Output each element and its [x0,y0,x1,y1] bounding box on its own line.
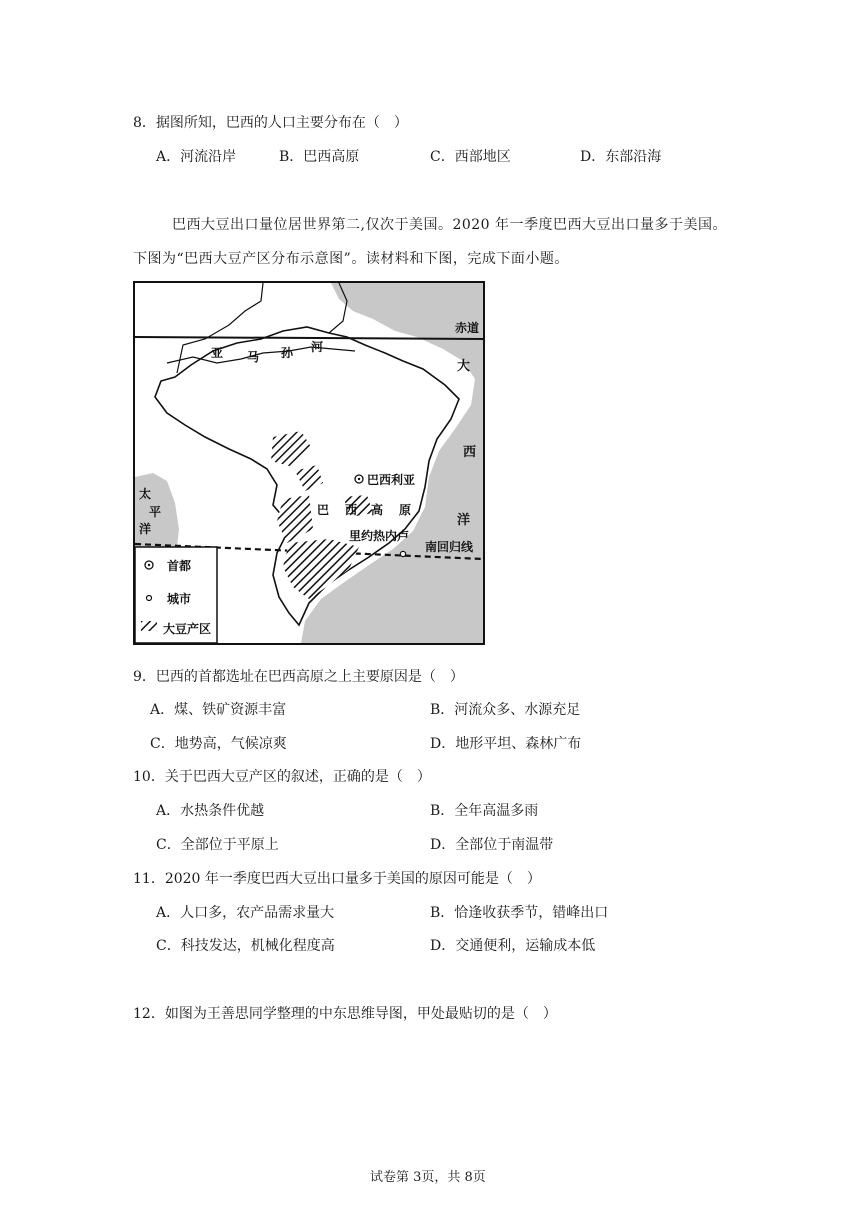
passage-line-1: 巴西大豆出口量位居世界第二,仅次于美国。2020 年一季度巴西大豆出口量多于美国。 [172,217,728,233]
river-char-3: 孙 [281,346,294,360]
atlantic-char-3: 洋 [457,513,471,528]
q10-option-a: A．水热条件优越 [156,803,265,819]
brazil-soybean-map [133,281,485,645]
equator-label: 赤道 [455,321,480,335]
q10-option-b: B．全年高温多雨 [430,803,539,819]
legend-soy: 大豆产区 [163,622,212,636]
q9-option-a: A．煤、铁矿资源丰富 [150,702,287,718]
legend-capital: 首都 [167,559,192,573]
rio-label: 里约热内卢 [349,529,410,543]
q8-option-d: D．东部沿海 [580,149,662,165]
question-12-stem: 12．如图为王善思同学整理的中东思维导图，甲处最贴切的是（ ） [133,1006,557,1022]
legend-city: 城市 [167,592,192,606]
question-9-stem: 9．巴西的首都选址在巴西高原之上主要原因是（ ） [133,669,464,685]
q8-option-b: B．巴西高原 [279,149,360,165]
q9-option-c: C．地势高，气候凉爽 [150,736,287,752]
q8-option-c: C．西部地区 [430,149,511,165]
page-footer: 试卷第 3页，共 8页 [370,1170,486,1185]
question-8-stem: 8．据图所知，巴西的人口主要分布在（ ） [133,115,408,131]
q10-option-c: C．全部位于平原上 [156,837,279,853]
atlantic-char-1: 大 [457,359,471,374]
plateau-char-2: 西 [345,503,358,517]
q11-option-d: D．交通便利，运输成本低 [430,938,596,954]
q10-option-d: D．全部位于南温带 [430,837,554,853]
q9-option-b: B．河流众多、水源充足 [430,702,581,718]
river-char-4: 河 [311,340,324,354]
tropic-label: 南回归线 [425,540,474,554]
river-char-2: 马 [247,350,260,364]
question-10-stem: 10．关于巴西大豆产区的叙述，正确的是（ ） [133,769,431,785]
q8-option-a: A．河流沿岸 [156,149,237,165]
pacific-char-1: 太 [139,487,152,501]
atlantic-char-2: 西 [463,445,477,460]
plateau-char-4: 原 [399,503,412,517]
pacific-char-3: 洋 [139,522,152,536]
plateau-char-1: 巴 [317,503,330,517]
q11-option-c: C．科技发达，机械化程度高 [156,938,335,954]
river-char-1: 亚 [211,346,224,360]
question-11-stem: 11．2020 年一季度巴西大豆出口量多于美国的原因可能是（ ） [133,871,541,887]
passage-line-2: 下图为“巴西大豆产区分布示意图”。读材料和下图，完成下面小题。 [133,251,569,267]
q11-option-b: B．恰逢收获季节，错峰出口 [430,905,609,921]
brasilia-label: 巴西利亚 [367,473,416,487]
q11-option-a: A．人口多，农产品需求量大 [156,905,335,921]
plateau-char-3: 高 [371,503,384,517]
pacific-char-2: 平 [149,505,162,519]
q9-option-d: D．地形平坦、森林广布 [430,736,582,752]
